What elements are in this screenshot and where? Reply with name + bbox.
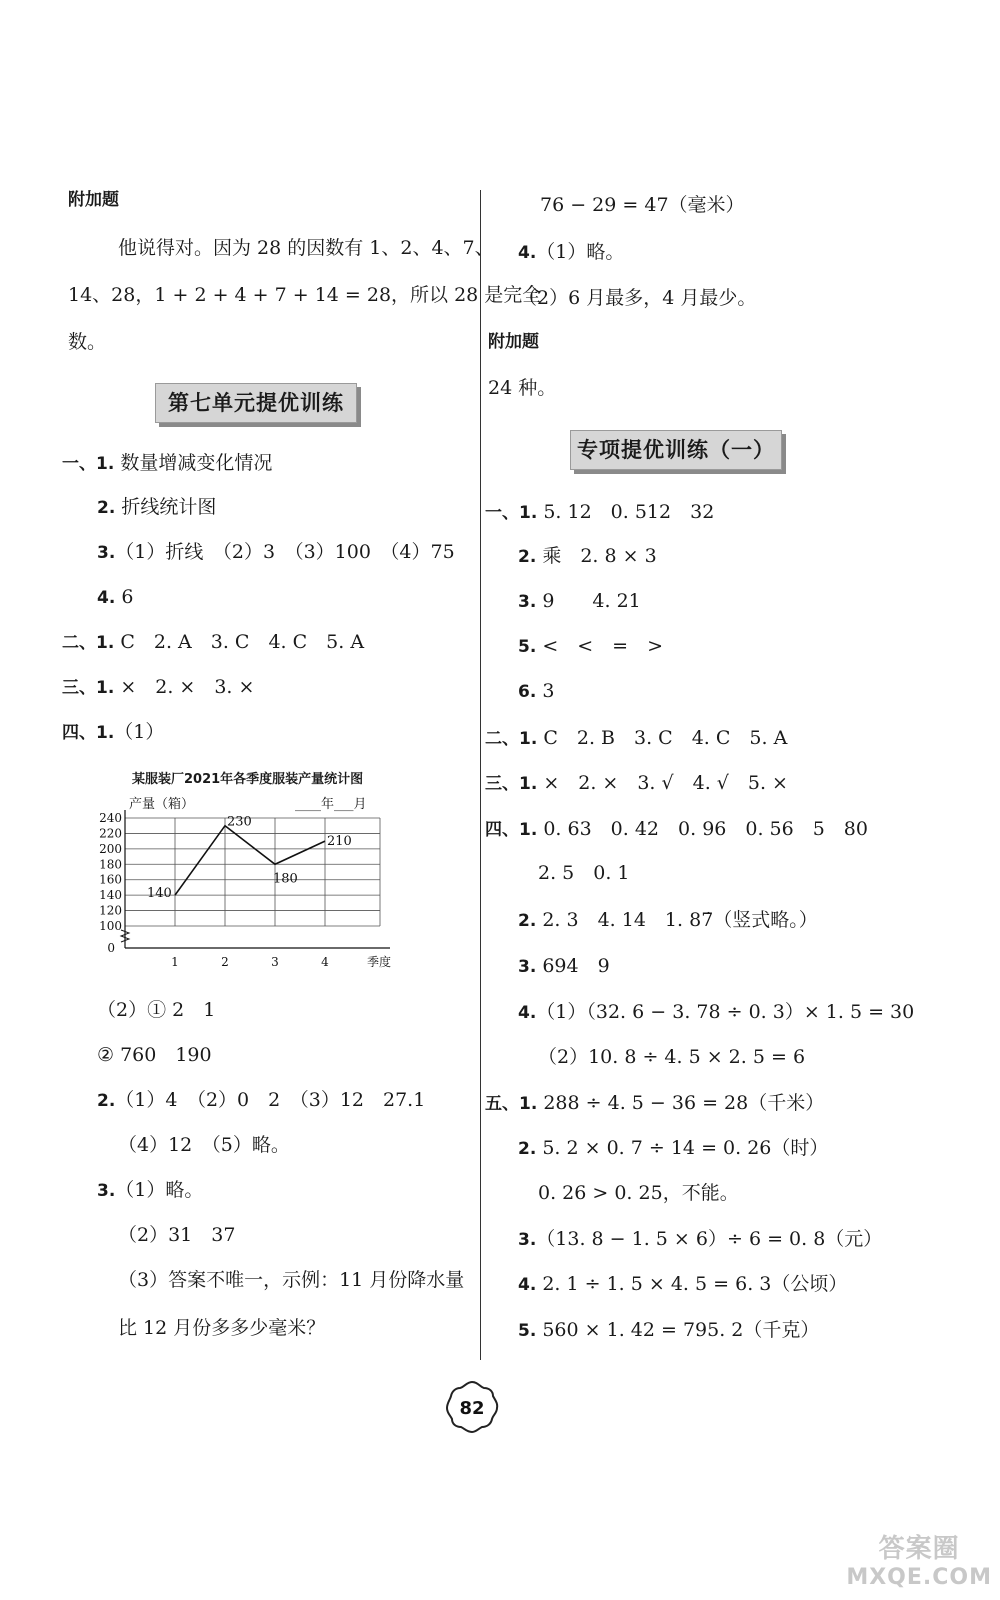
y-axis-label: 产量（箱） — [129, 797, 195, 812]
left-item-3 — [97, 540, 455, 565]
left-section-banner: 第七单元提优训练 — [155, 383, 357, 423]
item-text: 数量增减变化情况 — [114, 452, 273, 474]
right-item-9 — [538, 861, 630, 886]
item-number: 五、1. — [485, 1094, 538, 1114]
left-item-6 — [62, 675, 254, 700]
data-label: 180 — [273, 871, 298, 887]
x-tick-label: 1 — [171, 955, 179, 969]
right-item-16 — [538, 1181, 739, 1206]
item-text: （1）略。 — [115, 1179, 204, 1201]
item-text: 2. 5 0. 1 — [538, 862, 630, 884]
item-text: 折线统计图 — [115, 496, 217, 518]
item-text: （1）4 （2）0 2 （3）12 27.1 — [115, 1089, 426, 1111]
item-number: 5. — [518, 637, 537, 657]
item-number: 6. — [518, 682, 537, 702]
right-item-6 — [485, 726, 787, 751]
item-text: （2）① 2 1 — [97, 999, 216, 1021]
item-number: 3. — [518, 592, 537, 612]
item-number: 3. — [518, 957, 537, 977]
item-text: 76 − 29 = 47（毫米） — [540, 194, 745, 216]
item-number: 4. — [518, 1003, 537, 1023]
date-label: ____年___月 — [295, 797, 367, 812]
item-number: 2. — [518, 547, 537, 567]
item-number: 4. — [518, 1275, 537, 1295]
right-item-4 — [518, 634, 663, 659]
y-tick-label: 240 — [99, 811, 122, 825]
item-text: 694 9 — [536, 955, 610, 977]
line-chart — [95, 788, 415, 988]
left-after-2 — [97, 1043, 212, 1068]
x-tick-label: 4 — [321, 955, 329, 969]
y-tick-label: 140 — [99, 888, 122, 903]
chart-title: 某服装厂2021年各季度服装产量统计图 — [132, 772, 364, 787]
data-label: 210 — [327, 834, 352, 850]
item-text: 3 — [536, 680, 555, 702]
item-text: （2）6 月最多，4 月最少。 — [518, 287, 757, 309]
item-text: × 2. × 3. × — [114, 676, 255, 698]
item-text: （1）（32. 6 − 3. 78 ÷ 0. 3）× 1. 5 = 30 — [536, 1001, 915, 1023]
right-fujia-title: 附加题 — [488, 332, 539, 352]
left-after-8 — [118, 1316, 325, 1341]
item-number: 5. — [518, 1321, 537, 1341]
item-number: 2. — [518, 1139, 537, 1159]
item-text: （1）折线 （2）3 （3）100 （4）75 — [115, 541, 455, 563]
item-text: 0. 26 > 0. 25，不能。 — [538, 1182, 739, 1204]
y-tick-label: 100 — [99, 919, 122, 933]
item-text: （4）12 （5）略。 — [118, 1134, 290, 1156]
left-fujia-line-3: 数。 — [68, 331, 107, 353]
item-text: 2. 3 4. 14 1. 87̇（竖式略。） — [536, 909, 818, 931]
item-number: 一、1. — [62, 454, 115, 474]
item-number: 2. — [518, 911, 537, 931]
item-number: 3. — [518, 1230, 537, 1250]
item-number: 3. — [97, 1181, 116, 1201]
x-axis-label: 季度 — [367, 955, 392, 969]
y-tick-label: 180 — [99, 857, 122, 872]
left-after-5 — [97, 1178, 203, 1203]
left-item-7 — [62, 720, 164, 745]
page-number-badge — [443, 1378, 501, 1436]
left-item-4 — [97, 585, 133, 610]
item-text: （1） — [114, 721, 165, 743]
y-tick-label: 0 — [107, 941, 115, 955]
left-item-1 — [62, 451, 272, 476]
right-fujia-answer: 24 种。 — [488, 377, 557, 399]
item-text: × 2. × 3. √ 4. √ 5. × — [537, 772, 788, 794]
right-item-18 — [518, 1272, 847, 1297]
item-text: 2. 1 ÷ 1. 5 × 4. 5 = 6. 3（公顷） — [536, 1273, 848, 1295]
watermark — [846, 1528, 992, 1590]
left-after-1 — [97, 998, 215, 1023]
y-tick-label: 200 — [99, 841, 122, 856]
left-after-4 — [118, 1133, 290, 1158]
item-number: 三、1. — [485, 774, 538, 794]
item-number: 2. — [97, 1091, 116, 1111]
item-text: 6 — [115, 586, 134, 608]
right-section-banner: 专项提优训练（一） — [570, 430, 782, 470]
x-tick-label: 2 — [221, 955, 229, 969]
item-text: < < = > — [536, 635, 664, 657]
watermark-line-2: MXQE.COM — [846, 1565, 992, 1590]
item-number: 一、1. — [485, 503, 538, 523]
y-tick-label: 160 — [99, 872, 122, 887]
item-text: 5. 12 0. 512 32 — [537, 501, 715, 523]
left-after-7 — [118, 1268, 464, 1293]
item-number: 二、1. — [485, 729, 538, 749]
y-tick-label: 220 — [99, 826, 122, 841]
item-text: 0. 63 0. 42 0. 96 0. 56 5 80 — [537, 818, 868, 840]
left-item-2 — [97, 495, 216, 520]
item-text: 560 × 1. 42 = 795. 2（千克） — [536, 1319, 820, 1341]
page-number: 82 — [459, 1398, 485, 1419]
left-fujia-line-1: 他说得对。因为 28 的因数有 1、2、4、7、 — [118, 237, 494, 259]
y-tick-label: 120 — [99, 903, 122, 918]
item-text: （2）10. 8 ÷ 4. 5 × 2. 5 = 6 — [538, 1046, 806, 1068]
right-item-2 — [518, 544, 657, 569]
item-number: 3. — [97, 543, 116, 563]
item-text: （1）略。 — [536, 241, 625, 263]
right-item-11 — [518, 954, 610, 979]
right-item-19 — [518, 1318, 819, 1343]
item-number: 四、1. — [485, 820, 538, 840]
data-label: 230 — [227, 814, 252, 830]
right-item-3 — [518, 589, 641, 614]
series-line — [175, 826, 325, 895]
item-number: 三、1. — [62, 678, 115, 698]
data-label: 140 — [147, 886, 172, 902]
x-tick-label: 3 — [271, 955, 279, 969]
left-item-5 — [62, 630, 364, 655]
watermark-line-1: 答案圈 — [878, 1534, 960, 1564]
item-text: 288 ÷ 4. 5 − 36 = 28（千米） — [537, 1092, 825, 1114]
item-number: 四、1. — [62, 723, 115, 743]
item-text: ② 760 190 — [97, 1044, 212, 1066]
right-item-14 — [485, 1091, 824, 1116]
item-number: 4. — [518, 243, 537, 263]
left-after-3 — [97, 1088, 425, 1113]
right-item-8 — [485, 817, 868, 842]
item-text: 9 4. 21 — [536, 590, 641, 612]
right-item-10 — [518, 908, 818, 933]
item-number: 2. — [97, 498, 116, 518]
right-item-1 — [485, 500, 714, 525]
left-after-6 — [118, 1223, 235, 1248]
item-text: （3）答案不唯一，示例：11 月份降水量 — [118, 1269, 465, 1291]
item-text: 5. 2 × 0. 7 ÷ 14 = 0. 26（时） — [536, 1137, 829, 1159]
item-text: （13. 8 − 1. 5 × 6）÷ 6 = 0. 8（元） — [536, 1228, 883, 1250]
item-number: 4. — [97, 588, 116, 608]
right-item-17 — [518, 1227, 882, 1252]
left-fujia-line-2: 14、28，1 + 2 + 4 + 7 + 14 = 28，所以 28 是完全 — [68, 284, 542, 306]
right-top-3 — [518, 286, 756, 311]
right-item-5 — [518, 679, 554, 704]
right-item-15 — [518, 1136, 828, 1161]
item-text: （2）31 37 — [118, 1224, 236, 1246]
right-item-12 — [518, 1000, 914, 1025]
right-top-2 — [518, 240, 624, 265]
right-item-7 — [485, 771, 788, 796]
item-text: C 2. B 3. C 4. C 5. A — [537, 727, 788, 749]
item-text: 乘 2. 8 × 3 — [536, 545, 657, 567]
item-text: C 2. A 3. C 4. C 5. A — [114, 631, 365, 653]
right-item-13 — [538, 1045, 805, 1070]
item-text: 比 12 月份多多少毫米？ — [118, 1317, 326, 1339]
column-divider — [480, 190, 481, 1360]
item-number: 二、1. — [62, 633, 115, 653]
right-top-1 — [540, 193, 745, 218]
left-fujia-title: 附加题 — [68, 190, 119, 210]
